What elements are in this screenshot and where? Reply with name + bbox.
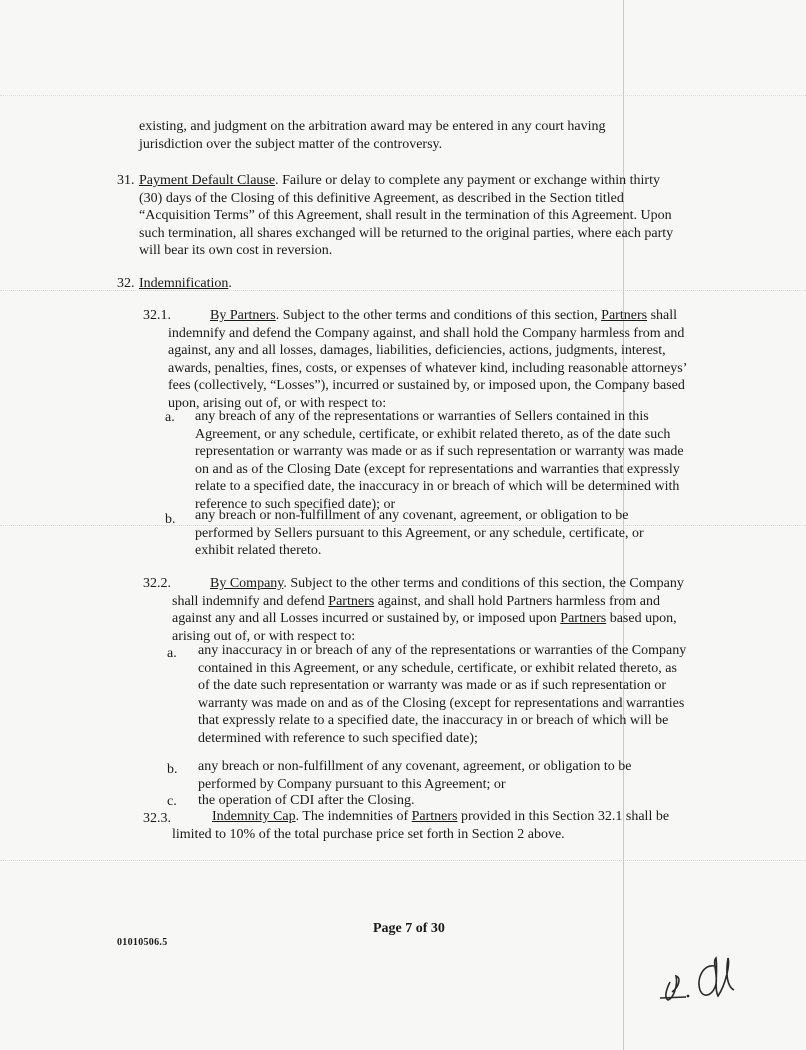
clause-32-1-item-b: any breach or non-fulfillment of any covenant, agreement, or obligation to be performed by Sellers pursuant to this Agreement, or any schedule, certificate, or exhibit related thereto. (195, 508, 644, 558)
clause-32-1-intro: Subject to the other terms and conditions of this section, (282, 308, 598, 323)
clause-32-2-title: By Company (210, 576, 284, 591)
party-name: Partners (411, 809, 458, 824)
clause-32-1-paragraph: By Partners. Subject to the other terms and conditions of this section, Partners shall indemnify and defend the Company against, and shall hold the Company harmless from and against, any and all losses, damages, liabilities, deficiencies, actions, judgments, interest, awards, penalties, fines, costs, or expenses of whatever kind, including reasonable attorneys’ fees (collectively, “Losses”), incurred or sustained by, or imposed upon, the Company based upon, arising out of, or with respect to: (168, 308, 687, 411)
clause-32-title: Indemnification (139, 276, 229, 291)
scan-line (0, 860, 806, 861)
scan-line (0, 95, 806, 96)
clause-32-heading: Indemnification. (139, 276, 232, 291)
clause-32-2-intro-cont: against, and shall hold Partners harmless from and against any and all Losses incurred or sustained by, or imposed upon (172, 593, 660, 626)
clause-32-2-item-c: the operation of CDI after the Closing. (198, 793, 415, 808)
list-label: c. (167, 794, 177, 809)
clause-31-title: Payment Default Clause (139, 173, 276, 188)
clause-32-2-item-b: any breach or non-fulfillment of any covenant, agreement, or obligation to be performed by Company pursuant to this Agreement; or (198, 759, 632, 792)
document-id: 01010506.5 (117, 937, 168, 948)
clause-32-2-number: 32.2. (143, 576, 171, 591)
clause-32-3-text: The indemnities of (302, 809, 409, 824)
list-label: a. (165, 410, 175, 425)
clause-32-1-title: By Partners (210, 308, 276, 323)
list-label: b. (167, 762, 178, 777)
clause-32-2-paragraph: By Company. Subject to the other terms and conditions of this section, the Company shall indemnify and defend Partners against, and shall hold Partners harmless from and against any and all Losses incurred or sustained by, or imposed upon Partners based upon, arising out of, or with respect to: (172, 576, 684, 644)
clause-31-number: 31. (117, 173, 135, 188)
clause-32-2-item-a: any inaccuracy in or breach of any of the representations or warranties of the Company contained in this Agreement, or any schedule, certificate, or exhibit related thereto, as of the date such representation or warranty was made or as if such representation or warranty was made on and as of the Closing (except for representations and warranties that expressly relate to a specified date, the inaccuracy in or breach of which will be determined with reference to such specified date); (198, 643, 687, 746)
clause-32-1-intro-cont: shall indemnify and defend the Company against, and shall hold the Company harmless from and against, any and all losses, damages, liabilities, deficiencies, actions, judgments, interest, awards, penalties, fines, costs, or expenses of whatever kind, including reasonable attorneys’ fees (collectively, “Losses”), incurred or sustained by, or imposed upon, the Company based upon, arising out of, or with respect to: (168, 308, 687, 411)
clause-32-1-number: 32.1. (143, 308, 171, 323)
clause-32-1-item-a: any breach of any of the representations or warranties of Sellers contained in this Agreement, or any schedule, certificate, or exhibit related thereto, as of the date such representation or warranty was made or as if such representation or warranty was made on and as of the Closing Date (except for representations and warranties that expressly relate to a specified date, the inaccuracy in or breach of which will be determined with reference to such specified date); or (195, 409, 684, 512)
page-number: Page 7 of 30 (373, 921, 445, 936)
party-name: Partners (328, 593, 375, 609)
clause-30-continuation: existing, and judgment on the arbitration award may be entered in any court having jurisdiction over the subject matter of the controversy. (139, 119, 606, 152)
clause-32-3-paragraph: Indemnity Cap. The indemnities of Partners provided in this Section 32.1 shall be limited to 10% of the total purchase price set forth in Section 2 above. (172, 809, 670, 842)
clause-32-2-intro: Subject to the other terms and conditions of this section, the Company shall indemnify and defend (172, 576, 684, 609)
list-label: b. (165, 512, 176, 527)
clause-32-3-title: Indemnity Cap (212, 809, 296, 824)
clause-31-body: Failure or delay to complete any payment or exchange within thirty (30) days of the Closing of this definitive Agreement, as described in the Section titled “Acquisition Terms” of this Agreement, shall result in the termination of this Agreement. Upon such termination, all shares exchanged will be returned to the original parties, where each party will bear its own cost in reversion. (139, 173, 674, 258)
party-name: Partners (560, 611, 607, 626)
clause-31-paragraph: Payment Default Clause. Failure or delay to complete any payment or exchange within thirty (30) days of the Closing of this definitive Agreement, as described in the Section titled “Acquisition Terms” of this Agreement, shall result in the termination of this Agreement. Upon such termination, all shares exchanged will be returned to the original parties, where each party will bear its own cost in reversion. (139, 173, 674, 258)
party-name: Partners (601, 308, 648, 323)
clause-32-number: 32. (117, 276, 135, 291)
clause-32-3-text-cont: provided in this Section 32.1 shall be limited to 10% of the total purchase price set forth in Section 2 above. (172, 809, 670, 842)
handwritten-initials (656, 954, 756, 1014)
list-label: a. (167, 646, 177, 661)
clause-32-3-number: 32.3. (143, 811, 171, 826)
clause-32-2-intro-end: based upon, arising out of, or with respect to: (172, 611, 677, 644)
